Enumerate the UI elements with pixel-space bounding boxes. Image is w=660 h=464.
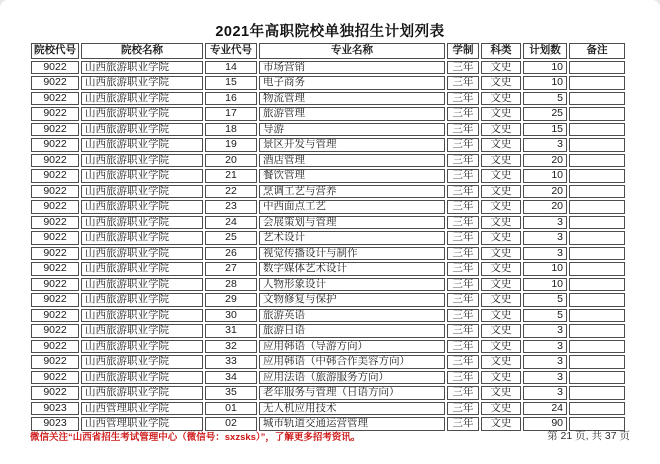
college-name-cell: 山西旅游职业学院 [81,200,203,214]
plan-count-cell: 3 [523,216,567,230]
major-code-cell: 28 [205,278,257,292]
college-name-cell: 山西旅游职业学院 [81,169,203,183]
plan-count-cell: 10 [523,61,567,75]
table-row [31,247,625,261]
plan-count-cell: 3 [523,247,567,261]
plan-count-cell: 20 [523,185,567,199]
plan-count-cell: 3 [523,371,567,385]
plan-count-cell: 10 [523,278,567,292]
college-name-cell: 山西旅游职业学院 [81,76,203,90]
college-name-cell: 山西旅游职业学院 [81,231,203,245]
table-row [31,324,625,338]
major-name-cell: 导游 [259,123,445,137]
table-row [31,402,625,416]
remarks-cell [569,231,625,245]
category-cell: 文史 [481,76,521,90]
col-header-category: 科类 [481,43,521,59]
college-code-cell: 9022 [31,123,79,137]
category-cell: 文史 [481,169,521,183]
major-code-cell: 20 [205,154,257,168]
major-name-cell: 文物修复与保护 [259,293,445,307]
major-code-cell: 01 [205,402,257,416]
remarks-cell [569,61,625,75]
remarks-cell [569,262,625,276]
duration-cell: 三年 [447,247,479,261]
major-code-cell: 26 [205,247,257,261]
duration-cell: 三年 [447,76,479,90]
major-code-cell: 31 [205,324,257,338]
college-name-cell: 山西旅游职业学院 [81,386,203,400]
plan-count-cell: 5 [523,92,567,106]
duration-cell: 三年 [447,386,479,400]
major-name-cell: 艺术设计 [259,231,445,245]
category-cell: 文史 [481,138,521,152]
table-row [31,92,625,106]
table-row [31,154,625,168]
major-code-cell: 16 [205,92,257,106]
category-cell: 文史 [481,200,521,214]
plan-count-cell: 5 [523,309,567,323]
col-header-duration: 学制 [447,43,479,59]
category-cell: 文史 [481,371,521,385]
table-row [31,200,625,214]
table-row [31,309,625,323]
college-name-cell: 山西管理职业学院 [81,417,203,431]
college-name-cell: 山西旅游职业学院 [81,262,203,276]
college-name-cell: 山西旅游职业学院 [81,185,203,199]
duration-cell: 三年 [447,216,479,230]
col-header-college-code: 院校代号 [31,43,79,59]
table-header-row [31,43,625,59]
page-number-indicator: 第 21 页, 共 37 页 [547,430,630,442]
remarks-cell [569,309,625,323]
category-cell: 文史 [481,154,521,168]
major-code-cell: 34 [205,371,257,385]
plan-count-cell: 10 [523,76,567,90]
table-row [31,386,625,400]
table-row [31,76,625,90]
remarks-cell [569,185,625,199]
category-cell: 文史 [481,123,521,137]
college-name-cell: 山西旅游职业学院 [81,293,203,307]
category-cell: 文史 [481,107,521,121]
college-code-cell: 9022 [31,154,79,168]
duration-cell: 三年 [447,262,479,276]
duration-cell: 三年 [447,107,479,121]
table-row [31,169,625,183]
college-name-cell: 山西旅游职业学院 [81,123,203,137]
college-code-cell: 9022 [31,200,79,214]
table-row [31,355,625,369]
remarks-cell [569,216,625,230]
college-code-cell: 9023 [31,417,79,431]
col-header-plan-count: 计划数 [523,43,567,59]
major-name-cell: 旅游日语 [259,324,445,338]
major-code-cell: 21 [205,169,257,183]
college-code-cell: 9022 [31,107,79,121]
table-row [31,138,625,152]
duration-cell: 三年 [447,309,479,323]
table-row [31,371,625,385]
remarks-cell [569,247,625,261]
major-name-cell: 无人机应用技术 [259,402,445,416]
table-row [31,216,625,230]
category-cell: 文史 [481,216,521,230]
category-cell: 文史 [481,247,521,261]
remarks-cell [569,92,625,106]
remarks-cell [569,293,625,307]
college-code-cell: 9022 [31,185,79,199]
college-name-cell: 山西旅游职业学院 [81,309,203,323]
duration-cell: 三年 [447,340,479,354]
major-name-cell: 市场营销 [259,61,445,75]
category-cell: 文史 [481,278,521,292]
college-name-cell: 山西旅游职业学院 [81,340,203,354]
college-name-cell: 山西旅游职业学院 [81,107,203,121]
table-row [31,231,625,245]
college-code-cell: 9022 [31,309,79,323]
plan-count-cell: 90 [523,417,567,431]
major-name-cell: 旅游英语 [259,309,445,323]
college-code-cell: 9022 [31,216,79,230]
college-code-cell: 9022 [31,340,79,354]
major-code-cell: 33 [205,355,257,369]
plan-count-cell: 20 [523,200,567,214]
major-name-cell: 应用法语（旅游服务方向） [259,371,445,385]
major-name-cell: 景区开发与管理 [259,138,445,152]
category-cell: 文史 [481,340,521,354]
major-name-cell: 旅游管理 [259,107,445,121]
major-code-cell: 27 [205,262,257,276]
table-row [31,278,625,292]
college-code-cell: 9022 [31,371,79,385]
duration-cell: 三年 [447,185,479,199]
wechat-notice: 微信关注“山西省招生考试管理中心（微信号：sxzsks）”，了解更多招考资讯。 [30,432,361,443]
plan-count-cell: 5 [523,293,567,307]
college-name-cell: 山西旅游职业学院 [81,324,203,338]
duration-cell: 三年 [447,324,479,338]
college-name-cell: 山西旅游职业学院 [81,216,203,230]
major-name-cell: 餐饮管理 [259,169,445,183]
remarks-cell [569,402,625,416]
table-body [31,61,625,431]
major-code-cell: 15 [205,76,257,90]
major-name-cell: 会展策划与管理 [259,216,445,230]
college-code-cell: 9022 [31,231,79,245]
category-cell: 文史 [481,402,521,416]
college-code-cell: 9022 [31,61,79,75]
major-name-cell: 酒店管理 [259,154,445,168]
duration-cell: 三年 [447,200,479,214]
major-code-cell: 19 [205,138,257,152]
plan-count-cell: 3 [523,231,567,245]
major-code-cell: 02 [205,417,257,431]
college-name-cell: 山西旅游职业学院 [81,92,203,106]
major-code-cell: 25 [205,231,257,245]
table-row [31,61,625,75]
college-name-cell: 山西管理职业学院 [81,402,203,416]
major-code-cell: 17 [205,107,257,121]
major-name-cell: 城市轨道交通运营管理 [259,417,445,431]
plan-count-cell: 3 [523,324,567,338]
major-code-cell: 32 [205,340,257,354]
remarks-cell [569,200,625,214]
category-cell: 文史 [481,61,521,75]
col-header-college-name: 院校名称 [81,43,203,59]
remarks-cell [569,324,625,338]
college-name-cell: 山西旅游职业学院 [81,154,203,168]
major-code-cell: 23 [205,200,257,214]
college-name-cell: 山西旅游职业学院 [81,61,203,75]
college-code-cell: 9022 [31,138,79,152]
enrollment-plan-table [29,41,627,433]
college-code-cell: 9022 [31,76,79,90]
major-name-cell: 物流管理 [259,92,445,106]
plan-count-cell: 3 [523,138,567,152]
col-header-major-code: 专业代号 [205,43,257,59]
college-name-cell: 山西旅游职业学院 [81,355,203,369]
duration-cell: 三年 [447,355,479,369]
major-name-cell: 中西面点工艺 [259,200,445,214]
major-name-cell: 数字媒体艺术设计 [259,262,445,276]
category-cell: 文史 [481,293,521,307]
duration-cell: 三年 [447,61,479,75]
category-cell: 文史 [481,92,521,106]
duration-cell: 三年 [447,293,479,307]
category-cell: 文史 [481,386,521,400]
category-cell: 文史 [481,417,521,431]
major-code-cell: 30 [205,309,257,323]
page-title: 2021年高职院校单独招生计划列表 [215,24,445,40]
category-cell: 文史 [481,231,521,245]
major-name-cell: 应用韩语（中韩合作美容方向） [259,355,445,369]
remarks-cell [569,278,625,292]
college-name-cell: 山西旅游职业学院 [81,278,203,292]
major-code-cell: 22 [205,185,257,199]
major-name-cell: 人物形象设计 [259,278,445,292]
table-row [31,340,625,354]
category-cell: 文史 [481,185,521,199]
college-code-cell: 9022 [31,324,79,338]
major-code-cell: 29 [205,293,257,307]
college-code-cell: 9022 [31,262,79,276]
college-code-cell: 9022 [31,386,79,400]
remarks-cell [569,76,625,90]
major-name-cell: 应用韩语（导游方向） [259,340,445,354]
college-name-cell: 山西旅游职业学院 [81,247,203,261]
category-cell: 文史 [481,355,521,369]
duration-cell: 三年 [447,371,479,385]
plan-count-cell: 10 [523,169,567,183]
college-code-cell: 9022 [31,278,79,292]
remarks-cell [569,371,625,385]
remarks-cell [569,169,625,183]
college-code-cell: 9022 [31,169,79,183]
major-name-cell: 视觉传播设计与制作 [259,247,445,261]
remarks-cell [569,386,625,400]
college-code-cell: 9022 [31,355,79,369]
remarks-cell [569,107,625,121]
table-row [31,107,625,121]
duration-cell: 三年 [447,138,479,152]
duration-cell: 三年 [447,154,479,168]
college-code-cell: 9022 [31,247,79,261]
category-cell: 文史 [481,309,521,323]
plan-count-cell: 3 [523,355,567,369]
duration-cell: 三年 [447,278,479,292]
table-row [31,185,625,199]
remarks-cell [569,123,625,137]
college-code-cell: 9022 [31,92,79,106]
major-code-cell: 14 [205,61,257,75]
table-row [31,123,625,137]
plan-count-cell: 3 [523,340,567,354]
duration-cell: 三年 [447,231,479,245]
remarks-cell [569,355,625,369]
duration-cell: 三年 [447,123,479,137]
major-name-cell: 电子商务 [259,76,445,90]
duration-cell: 三年 [447,169,479,183]
category-cell: 文史 [481,324,521,338]
col-header-major-name: 专业名称 [259,43,445,59]
remarks-cell [569,138,625,152]
plan-count-cell: 15 [523,123,567,137]
college-code-cell: 9022 [31,293,79,307]
college-name-cell: 山西旅游职业学院 [81,138,203,152]
remarks-cell [569,340,625,354]
major-code-cell: 24 [205,216,257,230]
plan-count-cell: 25 [523,107,567,121]
duration-cell: 三年 [447,92,479,106]
plan-count-cell: 10 [523,262,567,276]
plan-count-cell: 3 [523,386,567,400]
plan-count-cell: 20 [523,154,567,168]
duration-cell: 三年 [447,417,479,431]
plan-count-cell: 24 [523,402,567,416]
table-row [31,262,625,276]
remarks-cell [569,154,625,168]
major-name-cell: 老年服务与管理（日语方向） [259,386,445,400]
major-code-cell: 18 [205,123,257,137]
college-name-cell: 山西旅游职业学院 [81,371,203,385]
major-code-cell: 35 [205,386,257,400]
college-code-cell: 9023 [31,402,79,416]
col-header-remarks: 备注 [569,43,625,59]
duration-cell: 三年 [447,402,479,416]
table-row [31,293,625,307]
major-name-cell: 烹调工艺与营养 [259,185,445,199]
category-cell: 文史 [481,262,521,276]
